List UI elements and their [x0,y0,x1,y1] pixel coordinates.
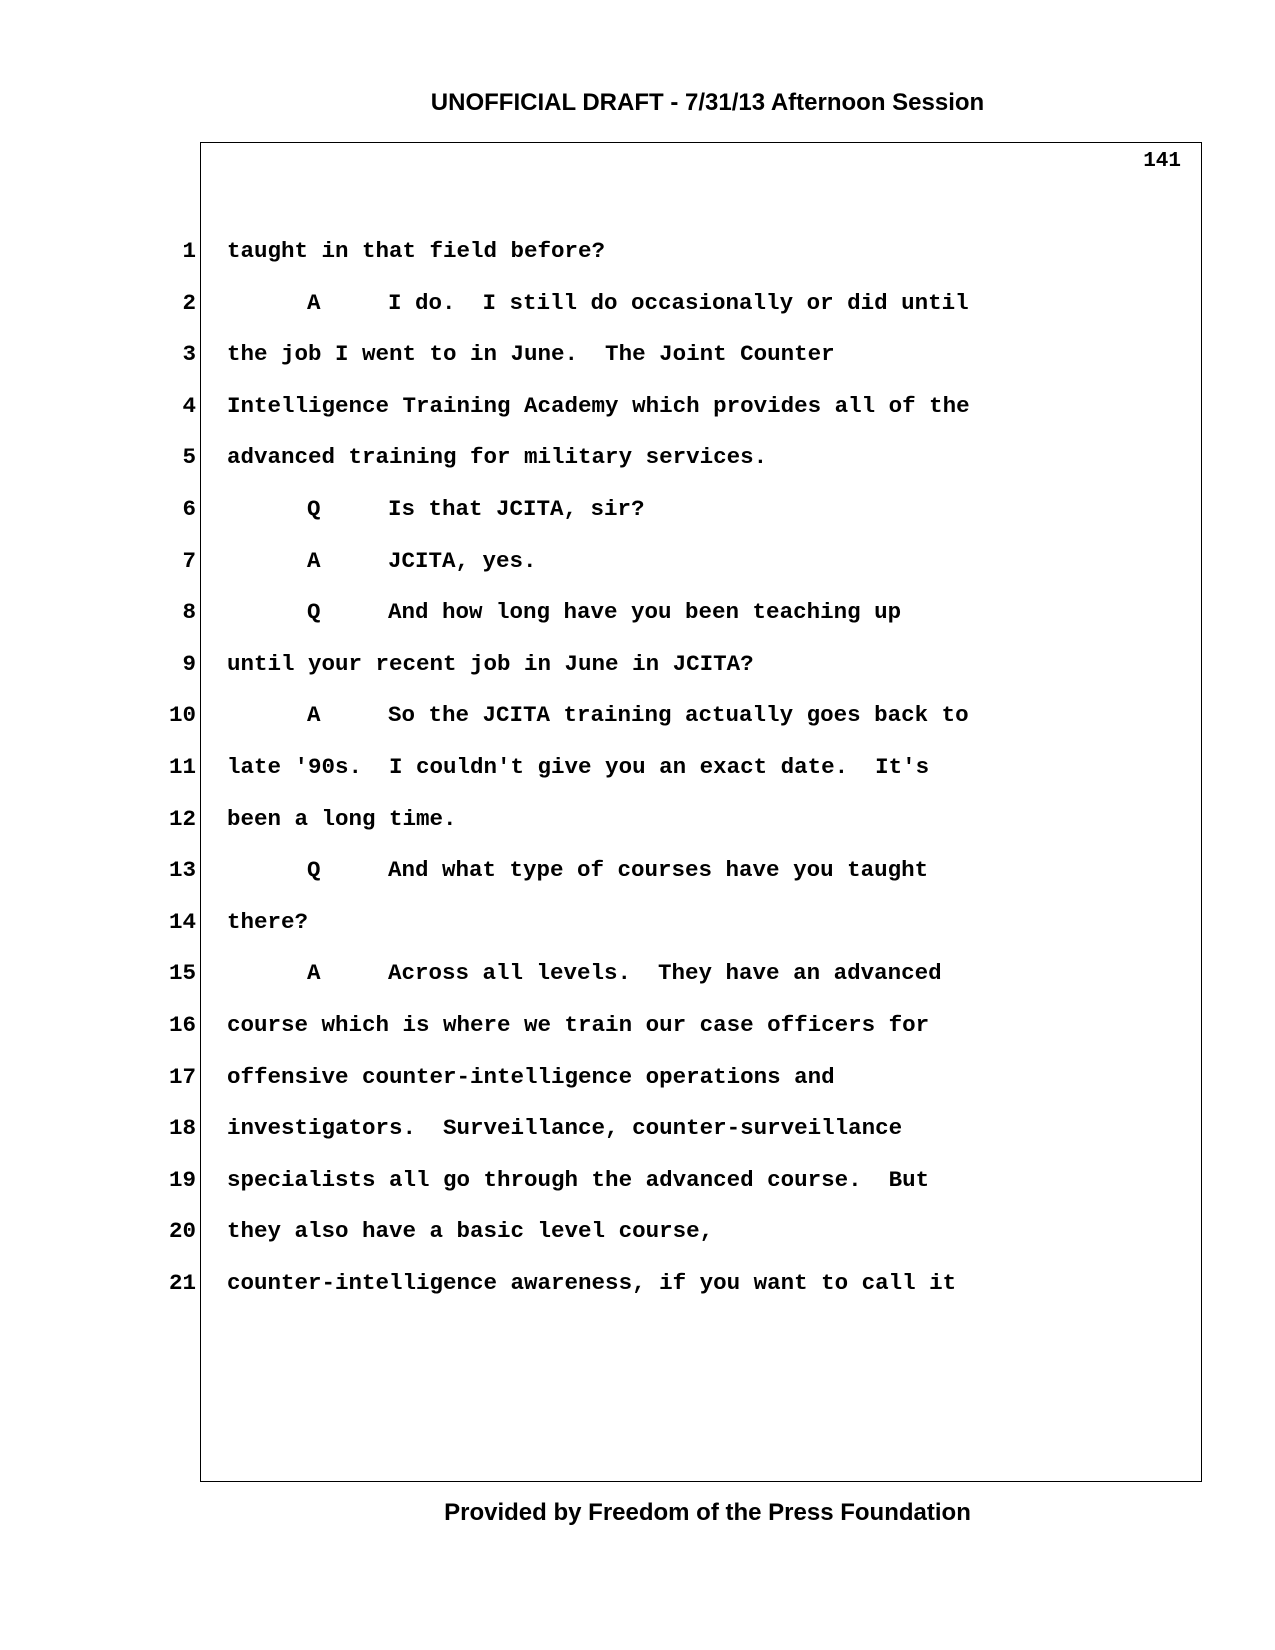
line-text [227,1268,956,1298]
transcript-line [0,494,1275,546]
line-text [307,546,537,576]
line-content: offensive counter-intelligence operations and [227,1063,835,1090]
line-text [227,391,970,421]
line-content: course which is where we train our case officers for [227,1011,930,1038]
line-number: 3 [182,341,196,368]
line-text [307,597,901,627]
page-footer: Provided by Freedom of the Press Foundation [444,1499,971,1526]
line-number: 19 [168,1166,196,1193]
line-number: 16 [168,1011,196,1038]
transcript-line [0,391,1275,443]
line-content: until your recent job in June in JCITA? [227,650,754,677]
line-content: So the JCITA training actually goes back to [388,702,969,729]
line-content: the job I went to in June. The Joint Counter [227,341,835,368]
line-number: 8 [182,599,196,626]
line-text [227,752,929,782]
line-content: JCITA, yes. [388,547,537,574]
line-content: Across all levels. They have an advanced [388,960,942,987]
speaker-label: A [307,960,321,987]
line-number: 21 [168,1269,196,1296]
line-text [227,804,457,834]
transcript-line [0,752,1275,804]
line-text [227,907,308,937]
line-number: 12 [168,805,196,832]
line-content: Is that JCITA, sir? [388,495,645,522]
transcript-line [0,907,1275,959]
page-number: 141 [1143,150,1181,173]
line-content: they also have a basic level course, [227,1218,714,1245]
line-number: 14 [168,908,196,935]
transcript-line [0,288,1275,340]
transcript-line [0,546,1275,598]
speaker-label: A [307,289,321,316]
page-header: UNOFFICIAL DRAFT - 7/31/13 Afternoon Session [430,89,985,116]
line-number: 4 [182,392,196,419]
line-text [227,1165,929,1195]
line-number: 7 [182,547,196,574]
transcript-line [0,958,1275,1010]
speaker-label: Q [307,495,321,522]
line-content: taught in that field before? [227,238,606,264]
line-content: been a long time. [227,805,457,832]
line-number: 5 [182,444,196,471]
transcript-line [0,1216,1275,1268]
line-number: 18 [168,1115,196,1142]
line-text [307,958,942,988]
line-text [227,236,605,266]
transcript-line [0,855,1275,907]
line-content: And what type of courses have you taught [388,857,929,884]
line-number: 17 [168,1063,196,1090]
transcript-line [0,1113,1275,1165]
line-content: And how long have you been teaching up [388,599,902,626]
line-text [307,494,645,524]
line-number: 9 [182,650,196,677]
line-number: 10 [168,702,196,729]
transcript-line [0,1062,1275,1114]
line-number: 11 [168,753,196,780]
transcript-line [0,1165,1275,1217]
line-content: advanced training for military services. [227,444,768,471]
line-number: 1 [182,238,196,264]
transcript-line [0,804,1275,856]
transcript-lines [0,236,1275,1319]
speaker-label: Q [307,857,321,884]
line-text [227,442,767,472]
line-content: investigators. Surveillance, counter-surveillance [227,1115,903,1142]
transcript-line [0,1010,1275,1062]
line-text [227,1216,713,1246]
line-content: Intelligence Training Academy which provides all of the [227,392,970,419]
transcript-line [0,649,1275,701]
line-number: 20 [168,1218,196,1245]
transcript-line [0,339,1275,391]
line-text [307,288,969,318]
speaker-label: Q [307,599,321,626]
line-text [227,1062,835,1092]
transcript-line [0,700,1275,752]
line-content: I do. I still do occasionally or did until [388,289,969,316]
line-text [227,1113,902,1143]
line-content: late '90s. I couldn't give you an exact date. It's [227,753,930,780]
line-number: 6 [182,495,196,522]
line-text [227,339,835,369]
transcript-line [0,442,1275,494]
speaker-label: A [307,702,321,729]
transcript-line [0,597,1275,649]
line-number: 15 [168,960,196,987]
line-number: 13 [168,857,196,884]
transcript-line [0,1268,1275,1320]
line-content: specialists all go through the advanced course. But [227,1166,930,1193]
line-text [227,1010,929,1040]
line-text [227,649,754,679]
line-number: 2 [182,289,196,316]
line-content: there? [227,908,309,935]
speaker-label: A [307,547,321,574]
transcript-line [0,236,1275,288]
line-text [307,700,969,730]
line-text [307,855,928,885]
line-content: counter-intelligence awareness, if you want to call it [227,1269,957,1296]
